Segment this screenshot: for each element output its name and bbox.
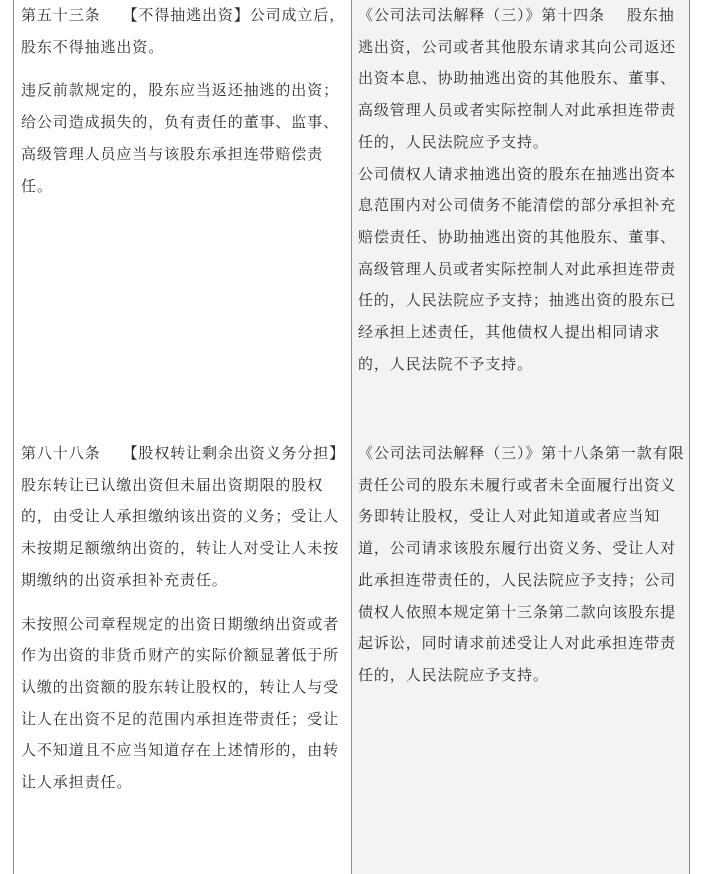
interpretation-paragraph — [352, 426, 689, 692]
law-comparison-table — [13, 0, 690, 867]
interpretation-paragraph: 公司债权人请求抽逃出资的股东在抽逃出资本息范围内对公司债务不能清偿的部分承担补充赔偿责任、协助抽逃出资的其他股东、董事、高级管理人员或者实际控制人对此承担连带责任的，人民法院应予支持；抽逃出资的股东已经承担上述责任，其他债权人提出相同请求的，人民法院不予支持。 — [358, 164, 677, 373]
article-text: 股东转让已认缴出资但未届出资期限的股权的，由受让人承担缴纳该出资的义务；受让人未按期足额缴纳出资的，转让人对受让人未按期缴纳的出资承担补充责任。 — [21, 475, 340, 589]
law-paragraph: 未按照公司章程规定的出资日期缴纳出资或者作为出资的非货币财产的实际价额显著低于所认缴的出资额的股东转让股权的，转让人与受让人在出资不足的范围内承担连带责任；受让人不知道且不应当知道存在上述情形的，由转让人承担责任。 — [21, 614, 340, 792]
article-heading: 第八十八条 — [21, 444, 101, 462]
interpretation-source: 《公司法司法解释（三）》第十八条第一款 — [358, 444, 653, 462]
interpretation-text: 股东抽逃出资，公司或者其他股东请求其向公司返还出资本息、协助抽逃出资的其他股东、董事、高级管理人员或者实际控制人对此承担连带责任的，人民法院应予支持。 — [358, 6, 677, 151]
law-cell-article-88 — [13, 426, 352, 855]
law-cell-next — [13, 854, 352, 874]
law-paragraph — [14, 0, 351, 63]
law-paragraph: 违反前款规定的，股东应当返还抽逃的出资；给公司造成损失的，负有责任的董事、监事、高级管理人员应当与该股东承担连带赔偿责任。 — [21, 81, 340, 195]
law-cell-article-53 — [13, 0, 352, 427]
law-paragraph — [14, 426, 351, 597]
article-title: 【股权转让剩余出资义务分担】 — [122, 444, 346, 462]
article-heading: 第五十三条 — [21, 6, 101, 24]
article-title: 【不得抽逃出资】 — [122, 6, 250, 24]
interpretation-cell-article-18 — [351, 426, 690, 855]
interpretation-paragraph — [352, 0, 689, 159]
interpretation-source: 《公司法司法解释（三）》第十四条 — [358, 6, 605, 24]
interpretation-cell-article-14 — [351, 0, 690, 427]
article-text: 公司成立后，股东不得抽逃出资。 — [21, 6, 346, 56]
interpretation-text: 有限责任公司的股东未履行或者未全面履行出资义务即转让股权，受让人对此知道或者应当知道，公司请求该股东履行出资义务、受让人对此承担连带责任的，人民法院应予支持；公司债权人依照本规定第十三条第二款向该股东提起诉讼，同时请求前述受让人对此承担连带责任的，人民法院应予支持。 — [358, 444, 685, 684]
interpretation-cell-next — [351, 854, 690, 874]
